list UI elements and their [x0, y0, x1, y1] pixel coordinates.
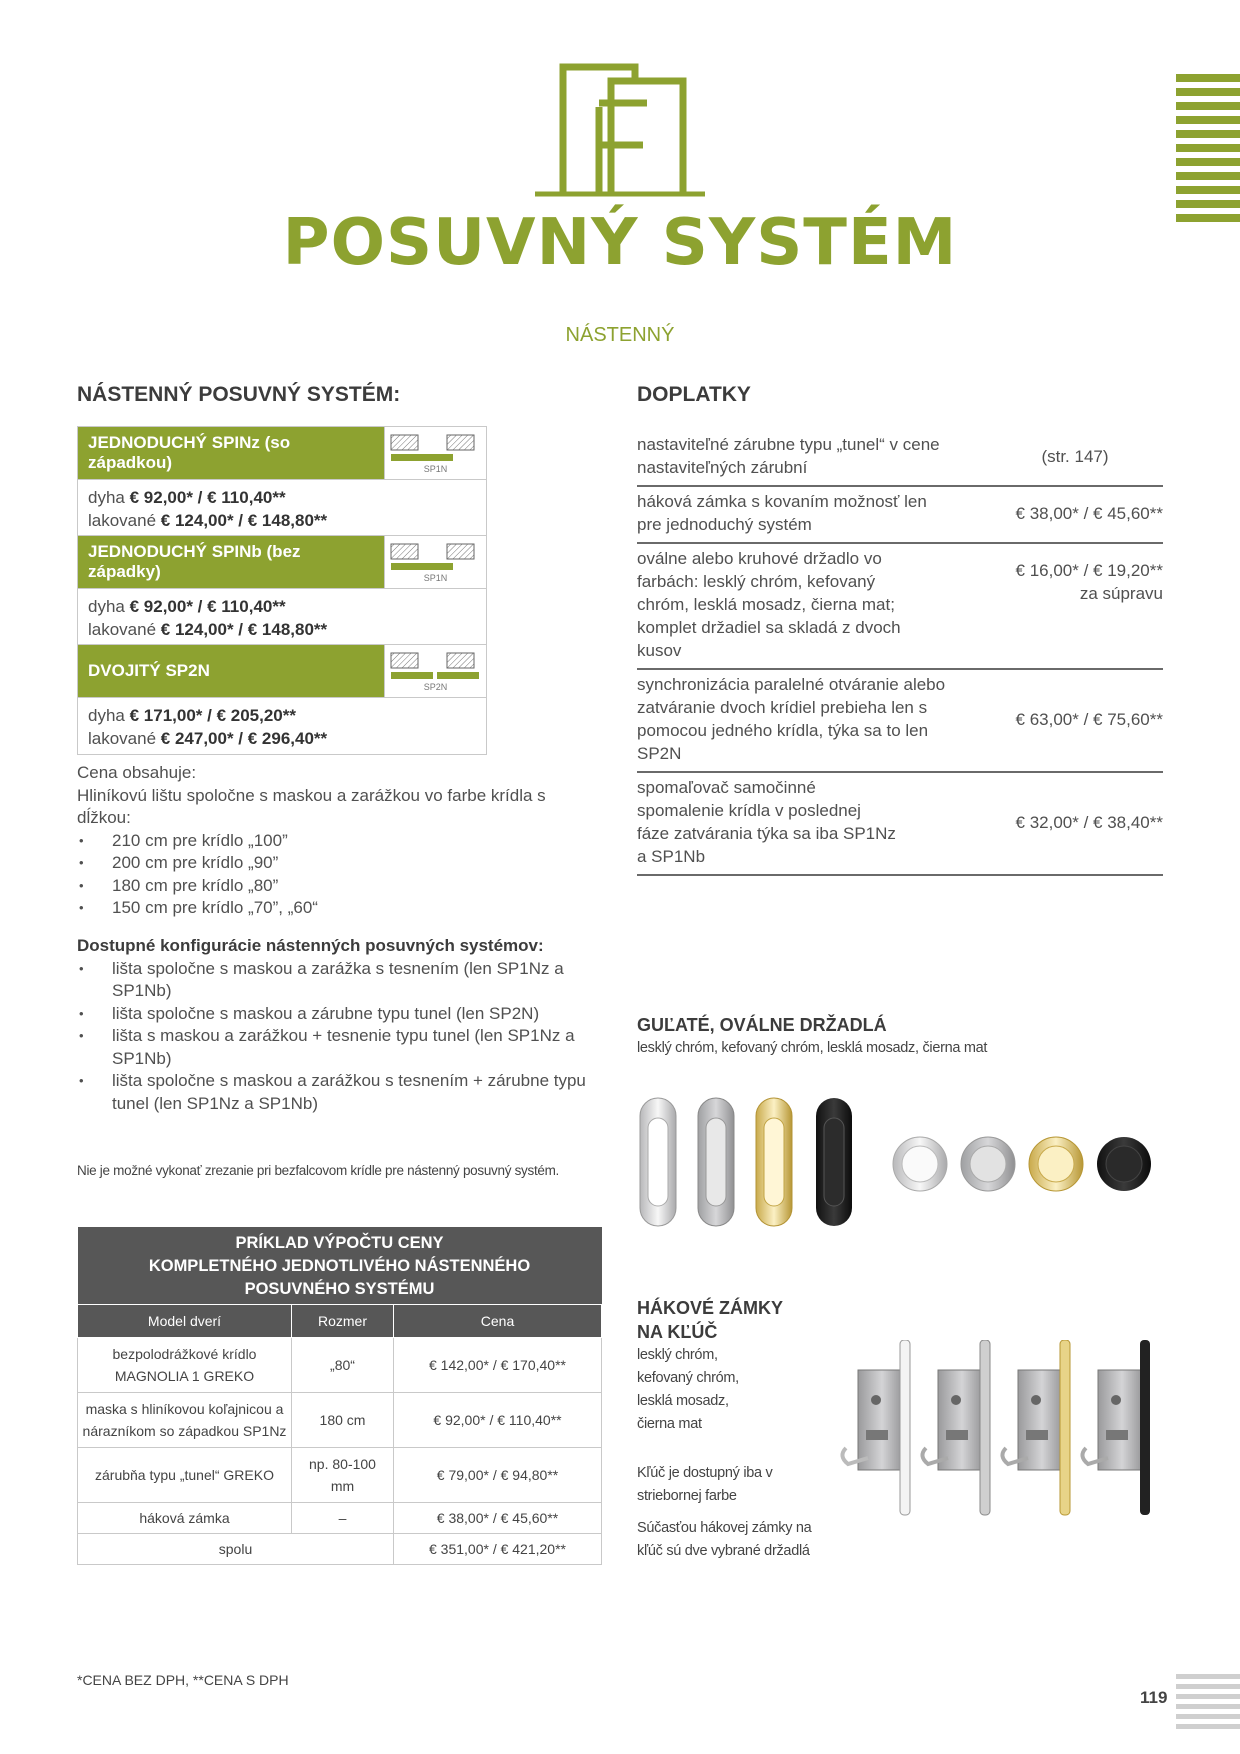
list-item: háková zámka s kovaním možnosť len pre jednoduchý systém € 38,00* / € 45,60** [637, 487, 1163, 544]
page-subtitle: NÁSTENNÝ [565, 324, 675, 346]
round-handle-black-icon [1097, 1137, 1151, 1191]
oval-handle-brass-icon [756, 1098, 792, 1226]
diagram-caption: SP1N [423, 464, 448, 474]
option-prices: dyha € 171,00* / € 205,20** lakované € 247,00* / € 296,40** [88, 706, 328, 748]
option-header [78, 536, 486, 589]
column-header: Cena [394, 1305, 602, 1338]
hook-lock-brass-icon [1002, 1340, 1070, 1515]
hook-lock-chrome-icon [842, 1340, 910, 1515]
oval-handle-brushed-icon [698, 1098, 734, 1226]
option-header [78, 427, 486, 480]
table-row: maska s hliníkovou koľajnicou a nárazníkom so západkou SP1Nz 180 cm € 92,00* / € 110,40** [78, 1393, 602, 1448]
round-handle-chrome-icon [893, 1137, 947, 1191]
diagram-caption: SP2N [423, 682, 448, 692]
handles-finishes: lesklý chróm, kefovaný chróm, lesklá mosadz, čierna mat [637, 1040, 988, 1056]
oval-handle-chrome-icon [640, 1098, 676, 1226]
list-item: • 210 cm pre krídlo „100” [77, 830, 587, 853]
hook-locks-image [836, 1340, 1156, 1520]
hook-lock-brushed-icon [922, 1340, 990, 1515]
option-prices: dyha € 92,00* / € 110,40** lakované € 124,00* / € 148,80** [78, 480, 486, 536]
lock-set-note: Súčasťou hákovej zámky na kľúč sú dve vybrané držadlá [637, 1520, 812, 1559]
available-configurations: Dostupné konfigurácie nástenných posuvných systémov: • lišta spoločne s maskou a zarážka s tesnením (len SP1Nz a SP1Nb) • lišta spoločne s maskou a zárubne typu tunel (len SP2N) • lišta s maskou a zarážkou + tesnenie typu tunel (len SP1Nz a SP1Nb) • lišta spoločne s maskou a zarážkou s tesnením + zárubne typu tunel (len SP1Nz a SP1Nb) [77, 935, 597, 1115]
list-item: • lišta spoločne s maskou a zarážka s tesnením (len SP1Nz a SP1Nb) [77, 958, 597, 1003]
round-handle-brushed-icon [961, 1137, 1015, 1191]
options-table [77, 426, 487, 755]
round-handle-brass-icon [1029, 1137, 1083, 1191]
option-name: DVOJITÝ SP2N [78, 645, 384, 697]
list-item: • lišta spoločne s maskou a zarážkou s tesnením + zárubne typu tunel (len SP1Nz a SP1Nb) [77, 1070, 597, 1115]
list-item: • 180 cm pre krídlo „80” [77, 875, 587, 898]
list-item: synchronizácia paralelné otváranie alebo zatváranie dvoch krídiel prebieha len s pomocou jedného krídla, týka sa to len SP2N € 63,00* / € 75,60** [637, 670, 1163, 773]
list-item: • lišta spoločne s maskou a zárubne typu tunel (len SP2N) [77, 1003, 597, 1026]
column-header: Model dverí [78, 1305, 292, 1338]
surcharges-list [637, 430, 1163, 876]
decorative-stripes-top [1176, 74, 1240, 226]
page-number: 119 [1140, 1688, 1168, 1707]
table-title: PRÍKLAD VÝPOČTU CENY KOMPLETNÉHO JEDNOTLIVÉHO NÁSTENNÉHO POSUVNÉHO SYSTÉMU [78, 1227, 602, 1305]
table-total-row: spolu € 351,00* / € 421,20** [78, 1534, 602, 1565]
decorative-stripes-bottom [1176, 1674, 1240, 1732]
wall-system-heading: NÁSTENNÝ POSUVNÝ SYSTÉM: [77, 383, 401, 406]
list-item: oválne alebo kruhové držadlo vo farbách: lesklý chróm, kefovaný chróm, lesklá mosadz, čierna mat; komplet držadiel sa skladá z dvoch kusov € 16,00* / € 19,20** za súpravu [637, 544, 1163, 670]
locks-heading: HÁKOVÉ ZÁMKY NA KĽÚČ [637, 1298, 784, 1342]
list-item: spomaľovač samočinné spomalenie krídla v poslednej fáze zatvárania týka sa iba SP1Nz a SP1Nb € 32,00* / € 38,40** [637, 773, 1163, 876]
column-header: Rozmer [292, 1305, 394, 1338]
list-item: • lišta s maskou a zarážkou + tesnenie typu tunel (len SP1Nz a SP1Nb) [77, 1025, 597, 1070]
option-header [78, 645, 486, 698]
list-item: • 150 cm pre krídlo „70”, „60“ [77, 897, 587, 920]
list-item: • 200 cm pre krídlo „90” [77, 852, 587, 875]
option-name: JEDNODUCHÝ SPINz (so západkou) [78, 427, 384, 479]
option-name: JEDNODUCHÝ SPINb (bez západky) [78, 536, 384, 588]
page-title: POSUVNÝ SYSTÉM [282, 206, 958, 280]
list-item: nastaviteľné zárubne typu „tunel“ v cene nastaviteľných zárubní (str. 147) [637, 430, 1163, 487]
table-row: háková zámka – € 38,00* / € 45,60** [78, 1503, 602, 1534]
diagram-caption: SP1N [423, 573, 448, 583]
sp1n-diagram-icon [384, 536, 486, 588]
oval-handle-black-icon [816, 1098, 852, 1226]
key-note: Kľúč je dostupný iba v striebornej farbe [637, 1465, 773, 1504]
handles-heading: GUĽATÉ, OVÁLNE DRŽADLÁ [637, 1015, 887, 1035]
price-footnote: *CENA BEZ DPH, **CENA S DPH [77, 1672, 289, 1688]
price-includes: Cena obsahuje: Hliníkovú lištu spoločne s maskou a zarážkou vo farbe krídla s dĺžkou: • 210 cm pre krídlo „100” • 200 cm pre krídlo „90” • 180 cm pre krídlo „80” • 150 cm pre krídlo „70”, „60“ [77, 762, 587, 920]
table-row: bezpolodrážkové krídlo MAGNOLIA 1 GREKO „80“ € 142,00* / € 170,40** [78, 1338, 602, 1393]
handles-image [636, 1094, 1156, 1234]
door-logo-icon [535, 63, 705, 197]
table-row: zárubňa typu „tunel“ GREKO np. 80-100 mm € 79,00* / € 94,80** [78, 1448, 602, 1503]
cutting-note: Nie je možné vykonať zrezanie pri bezfalcovom krídle pre nástenný posuvný systém. [77, 1163, 559, 1178]
option-prices: dyha € 92,00* / € 110,40** lakované € 124,00* / € 148,80** [78, 589, 486, 645]
sp1n-diagram-icon [384, 427, 486, 479]
locks-finishes: lesklý chróm, kefovaný chróm, lesklá mosadz, čierna mat [637, 1347, 739, 1432]
surcharges-heading: DOPLATKY [637, 383, 751, 406]
hook-lock-black-icon [1082, 1340, 1150, 1515]
price-example-table [77, 1227, 602, 1565]
sp2n-diagram-icon [384, 645, 486, 697]
